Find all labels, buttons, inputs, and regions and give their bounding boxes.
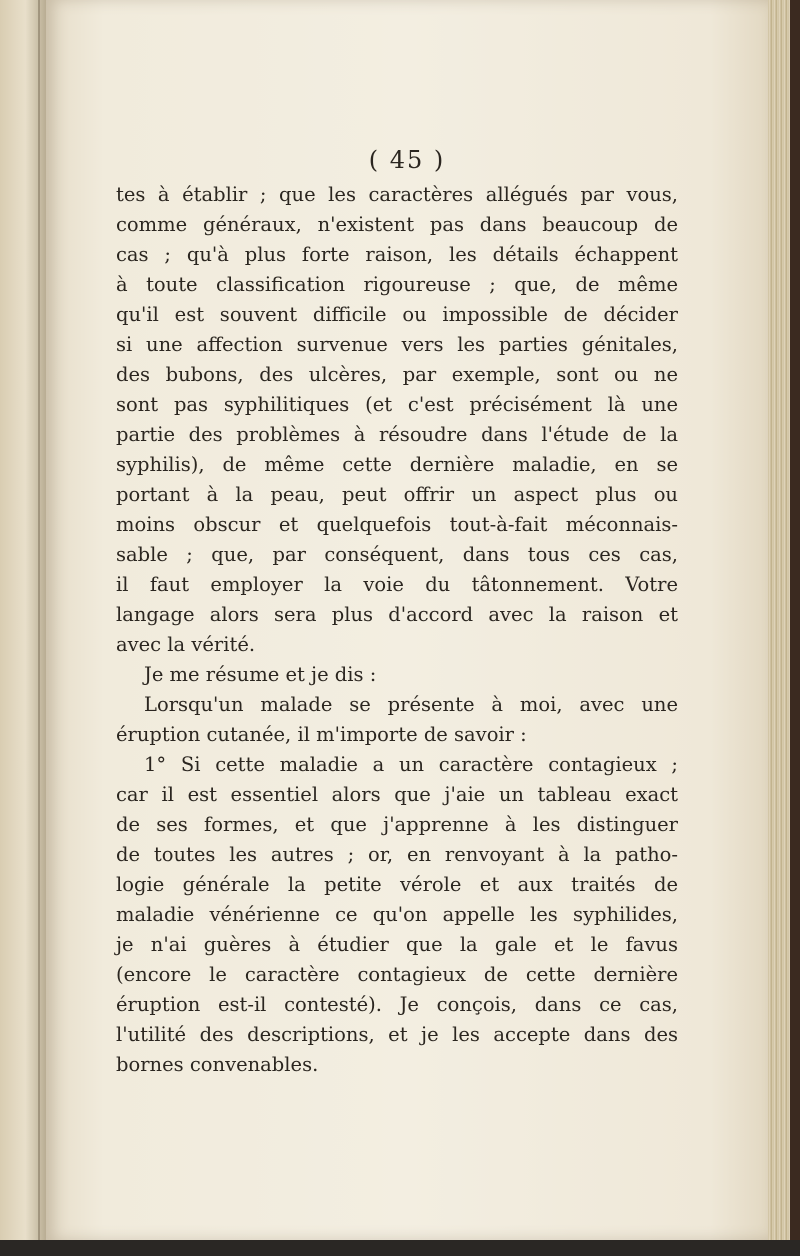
text-line: 1° Si cette maladie a un caractère contagieux ;: [144, 753, 678, 776]
text-line: avec la vérité.: [116, 633, 256, 656]
text-line: il faut employer la voie du tâtonnement. Votre: [116, 573, 678, 596]
text-line: (encore le caractère contagieux de cette dernière: [116, 963, 678, 986]
text-line: à toute classification rigoureuse ; que, de même: [116, 273, 678, 296]
text-line: portant à la peau, peut offrir un aspect plus ou: [116, 483, 678, 506]
text-line: Je me résume et je dis :: [144, 663, 377, 686]
text-line: maladie vénérienne ce qu'on appelle les syphilides,: [116, 903, 678, 926]
text-line: sable ; que, par conséquent, dans tous ces cas,: [116, 543, 678, 566]
text-line: bornes convenables.: [116, 1053, 319, 1076]
bottom-shadow: [0, 1240, 800, 1256]
text-line: l'utilité des descriptions, et je les accepte dans des: [116, 1023, 678, 1046]
text-line: langage alors sera plus d'accord avec la raison et: [116, 603, 678, 626]
text-line: moins obscur et quelquefois tout-à-fait méconnais-: [116, 513, 678, 536]
text-line: éruption cutanée, il m'importe de savoir :: [116, 723, 527, 746]
text-line: partie des problèmes à résoudre dans l'étude de la: [116, 423, 678, 446]
text-line: logie générale la petite vérole et aux traités de: [116, 873, 678, 896]
text-line: tes à établir ; que les caractères allégués par vous,: [116, 183, 678, 206]
text-line: si une affection survenue vers les parties génitales,: [116, 333, 678, 356]
text-line: cas ; qu'à plus forte raison, les détails échappent: [116, 243, 678, 266]
body-text: [116, 180, 678, 1080]
text-line: qu'il est souvent difficile ou impossible de décider: [116, 303, 678, 326]
text-line: syphilis), de même cette dernière maladie, en se: [116, 453, 678, 476]
text-line: car il est essentiel alors que j'aie un tableau exact: [116, 783, 678, 806]
page-number: ( 45 ): [368, 146, 446, 174]
text-line: des bubons, des ulcères, par exemple, sont ou ne: [116, 363, 678, 386]
text-line: je n'ai guères à étudier que la gale et le favus: [116, 933, 678, 956]
book-page: [46, 0, 768, 1240]
text-line: éruption est-il contesté). Je conçois, dans ce cas,: [116, 993, 678, 1016]
text-line: sont pas syphilitiques (et c'est précisément là une: [116, 393, 678, 416]
text-line: de ses formes, et que j'apprenne à les distinguer: [116, 813, 678, 836]
page-stack-edge: [768, 0, 800, 1256]
text-line: comme généraux, n'existent pas dans beaucoup de: [116, 213, 678, 236]
left-page-edge: [0, 0, 46, 1256]
text-line: de toutes les autres ; or, en renvoyant à la patho-: [116, 843, 678, 866]
text-line: Lorsqu'un malade se présente à moi, avec une: [144, 693, 678, 716]
